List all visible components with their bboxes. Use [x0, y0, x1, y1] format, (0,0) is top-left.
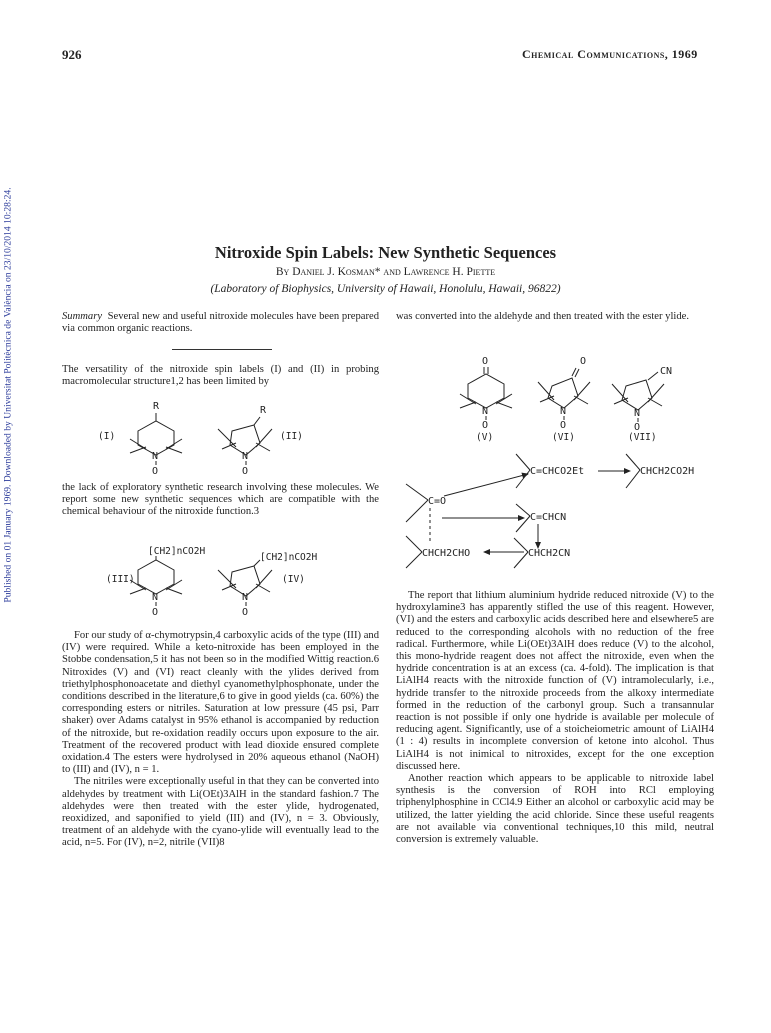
scheme-acid: CHCH2CO2H [640, 466, 695, 477]
right-body [396, 590, 714, 846]
struct-i-n: N [152, 451, 159, 462]
struct-vi-o-top: O [580, 356, 587, 367]
structures-i-ii [90, 395, 350, 475]
left-body [62, 630, 379, 850]
right-paragraph-0-text: was converted into the aldehyde and then treated with the ester ylide. [396, 311, 689, 322]
struct-vii-cn: CN [660, 366, 673, 377]
struct-vii-o: O [634, 422, 641, 433]
summary [62, 311, 379, 335]
struct-v-n: N [482, 406, 489, 417]
struct-vi-ring [548, 378, 578, 408]
struct-iv-o: O [242, 607, 249, 618]
struct-vii-ring [622, 380, 652, 410]
struct-ii-r: R [260, 405, 267, 416]
struct-vi-o: O [560, 420, 567, 431]
right-paragraph-0 [396, 311, 714, 323]
label-ii: (II) [280, 431, 303, 442]
download-stamp-text: Published on 01 January 1969. Downloaded by Universitat Politècnica de València on 23/10/2014 10:28:24. [2, 187, 14, 603]
right-paragraph-2: Another reaction which appears to be applicable to nitroxide label synthesis is the conversion of ROH into RCl employing triphenylphosphine in CCl4.9 Either an alcohol or carboxylic acid may be utilized, the latter yielding the acid chloride. Since these useful reagents are not available via conventional techniques,10 this mild, neutral conversion is extremely valuable. [396, 773, 714, 846]
struct-iii-sub: [CH2]nCO2H [148, 546, 206, 557]
struct-ii-n: N [242, 451, 249, 462]
scheme-nitrile-alkene: C=CHCN [530, 512, 567, 523]
struct-vi-n: N [560, 406, 567, 417]
label-i: (I) [98, 431, 116, 442]
structures-v-vi-vii [440, 352, 700, 442]
scheme-nitrile: CHCH2CN [528, 548, 571, 559]
download-stamp [0, 150, 16, 640]
struct-ii-o: O [242, 466, 249, 475]
journal-name: Chemical Communications, 1969 [522, 47, 698, 61]
scheme-carbonyl: C=O [428, 496, 447, 507]
struct-iii-o: O [152, 607, 159, 618]
struct-vii-n: N [634, 408, 641, 419]
struct-i-r: R [153, 401, 160, 412]
struct-iv-sub: [CH2]nCO2H [260, 552, 318, 563]
label-vii: (VII) [628, 432, 657, 442]
struct-iv-n: N [242, 592, 249, 603]
page-number: 926 [62, 47, 82, 62]
left-paragraph-2 [62, 482, 379, 519]
article-authors: By Daniel J. Kosman* and Lawrence H. Piette [275, 266, 496, 278]
article-affiliation: (Laboratory of Biophysics, University of Hawaii, Honolulu, Hawaii, 96822) [210, 283, 561, 295]
left-paragraph-2-text: the lack of exploratory synthetic research involving these molecules. We report some new synthetic sequences which are compatible with the chemical behaviour of the nitroxide function.3 [62, 482, 379, 518]
left-paragraph-3: For our study of α-chymotrypsin,4 carboxylic acids of the type (III) and (IV) were required. While a keto-nitroxide has been employed in the Stobbe condensation,5 it has not been so in the modified Wittig reaction.6 Nitroxides (V) and (VI) react cleanly with the ylides derived from triethylphosphonoacetate and diethyl cyanomethylphosphonate, under the conditions described in the literature,6 to give in good yields (ca. 60%) the corresponding esters or nitriles. Saturation at low pressure (45 psi, Parr shaker) over Adams catalyst in 95% ethanol is accompanied by reduction of the nitroxide, but re-oxidation readily occurs upon exposure to the air. Treatment of the recovered product with lead dioxide ensured complete oxidation.4 The esters were hydrolysed in 20% aqueous ethanol (NaOH) to (III) and (IV), n = 1. [62, 630, 379, 776]
label-iv: (IV) [282, 574, 305, 585]
article-title: Nitroxide Spin Labels: New Synthetic Sequences [214, 243, 557, 262]
summary-divider [172, 349, 272, 350]
scheme-aldehyde: CHCH2CHO [422, 548, 471, 559]
left-paragraph-1-text: The versatility of the nitroxide spin labels (I) and (II) in probing macromolecular structure1,2 has been limited by [62, 364, 379, 388]
struct-i-o: O [152, 466, 159, 475]
left-paragraph-1 [62, 364, 379, 388]
label-v: (V) [476, 432, 494, 442]
struct-v-o: O [482, 420, 489, 431]
summary-label: Summary [62, 311, 103, 322]
structures-iii-iv [100, 540, 360, 620]
right-paragraph-1: The report that lithium aluminium hydride reduced nitroxide (V) to the hydroxylamine3 has apparently stifled the use of this reagent. However, (VI) and the esters and carboxylic acids described here and elsewhere5 are reduced to the corresponding alcohols with no reduction of the free radical. Furthermore, while Li(OEt)3AlH does reduce (V) to the alcohol, this mono-hydride reagent does not affect the nitroxide, even when the hydride concentration is at an excess (ca. 4-fold). The implication is that LiAlH4 reacts with the nitroxide function of (V) intramolecularly, i.e., hydride transfer to the nitroxide proceeds from the alkoxy intermediate formed in the reduction of the carbonyl group. Such a transannular reaction is not possible if only one hydride is available per molecule of reducing agent. Significantly, use of a stoicheiometric amount of LiAlH4 (1 : 4) results in incomplete conversion of ketone into alcohol. Thus LiAlH4 is not inimical to nitroxides, except for the one exception discussed here. [396, 590, 714, 772]
struct-i-ring [138, 421, 174, 455]
summary-text: Several new and useful nitroxide molecules have been prepared via common organic reactions. [62, 311, 379, 335]
label-vi: (VI) [552, 432, 575, 442]
label-iii: (III) [106, 574, 135, 585]
left-paragraph-4: The nitriles were exceptionally useful in that they can be converted into aldehydes by treatment with Li(OEt)3AlH in the standard fashion.7 The aldehydes were then treated with the ester ylide, hydrogenated, reoxidized, and saponified to yield (III) and (IV), n = 3. Obviously, treatment of an aldehyde with the cyano-ylide will eventually lead to the acid, n=5. For (IV), n=2, nitrile (VII)8 [62, 776, 379, 849]
scheme-ester-alkene: C=CHCO2Et [530, 466, 585, 477]
reaction-scheme [398, 448, 718, 578]
struct-iii-n: N [152, 592, 159, 603]
struct-v-o-top: O [482, 356, 489, 367]
